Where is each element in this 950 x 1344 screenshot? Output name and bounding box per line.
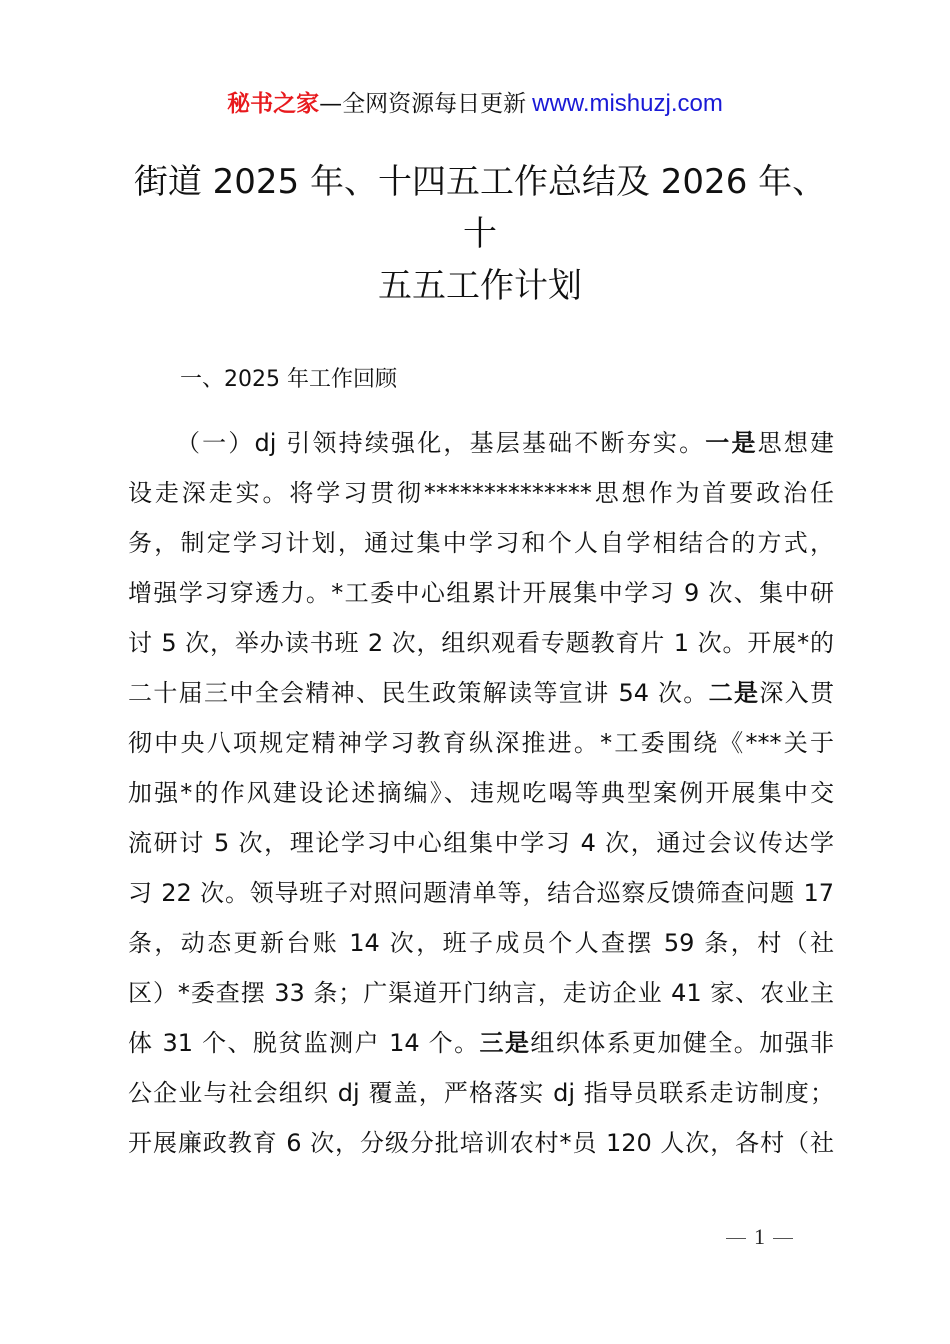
text-segment: 务，制定学习计划，通过集中学习和个人自学相结合的方式， — [128, 529, 834, 557]
text-segment: （一）dj 引领持续强化，基层基础不断夯实。 — [176, 429, 706, 457]
site-url-link[interactable]: www.mishuzj.com — [532, 90, 723, 117]
text-segment: 讨 5 次，举办读书班 2 次，组织观看专题教育片 1 次。开展*的 — [128, 629, 834, 657]
bold-keyword: 三是 — [479, 1029, 531, 1057]
body-line — [128, 568, 834, 618]
title-line-2: 五五工作计划 — [378, 266, 582, 306]
body-paragraph — [128, 418, 834, 1168]
body-line — [128, 918, 834, 968]
body-line — [128, 868, 834, 918]
text-segment: 体 31 个、脱贫监测户 14 个。 — [128, 1029, 480, 1057]
text-segment: 条，动态更新台账 14 次，班子成员个人查摆 59 条，村（社 — [128, 929, 834, 957]
body-line — [128, 618, 834, 668]
body-line — [128, 968, 834, 1018]
body-line — [128, 668, 834, 718]
text-segment: 组织体系更加健全。加强非 — [530, 1029, 835, 1057]
text-segment: 二十届三中全会精神、民生政策解读等宣讲 54 次。 — [128, 679, 709, 707]
body-line — [128, 518, 834, 568]
text-segment: 彻中央八项规定精神学习教育纵深推进。*工委围绕《***关于 — [128, 729, 834, 757]
text-segment: 思想建 — [757, 429, 835, 457]
footer-dash-right — [773, 1238, 793, 1239]
body-line — [128, 1068, 834, 1118]
banner-slogan: —全网资源每日更新 — [319, 91, 527, 117]
title-line-1: 街道 2025 年、十四五工作总结及 2026 年、十 — [133, 162, 827, 254]
body-line — [128, 418, 834, 468]
text-segment: 深入贯 — [759, 679, 835, 707]
text-segment: 公企业与社会组织 dj 覆盖，严格落实 dj 指导员联系走访制度； — [128, 1079, 834, 1107]
document-title — [120, 156, 840, 312]
body-line — [128, 718, 834, 768]
site-banner — [0, 86, 950, 122]
text-segment: 区）*委查摆 33 条；广渠道开门纳言，走访企业 41 家、农业主 — [128, 979, 834, 1007]
text-segment: 开展廉政教育 6 次，分级分批培训农村*员 120 人次，各村（社 — [128, 1129, 834, 1157]
section-heading: 一、2025 年工作回顾 — [180, 367, 397, 392]
body-line — [128, 1118, 834, 1168]
brand-name: 秘书之家 — [227, 91, 320, 117]
body-line — [128, 818, 834, 868]
text-segment: 习 22 次。领导班子对照问题清单等，结合巡察反馈筛查问题 17 — [128, 879, 834, 907]
text-segment: 增强学习穿透力。*工委中心组累计开展集中学习 9 次、集中研 — [128, 579, 834, 607]
page-footer — [718, 1224, 808, 1250]
bold-keyword: 二是 — [708, 679, 760, 707]
page-number: 1 — [754, 1224, 765, 1249]
bold-keyword: 一是 — [705, 429, 758, 457]
body-line — [128, 468, 834, 518]
text-segment: 设走深走实。将学习贯彻**************思想作为首要政治任 — [128, 479, 834, 507]
footer-dash-left — [726, 1238, 746, 1239]
body-line — [128, 1018, 834, 1068]
text-segment: 加强*的作风建设论述摘编》、违规吃喝等典型案例开展集中交 — [128, 779, 834, 807]
body-line — [128, 768, 834, 818]
text-segment: 流研讨 5 次，理论学习中心组集中学习 4 次，通过会议传达学 — [128, 829, 834, 857]
